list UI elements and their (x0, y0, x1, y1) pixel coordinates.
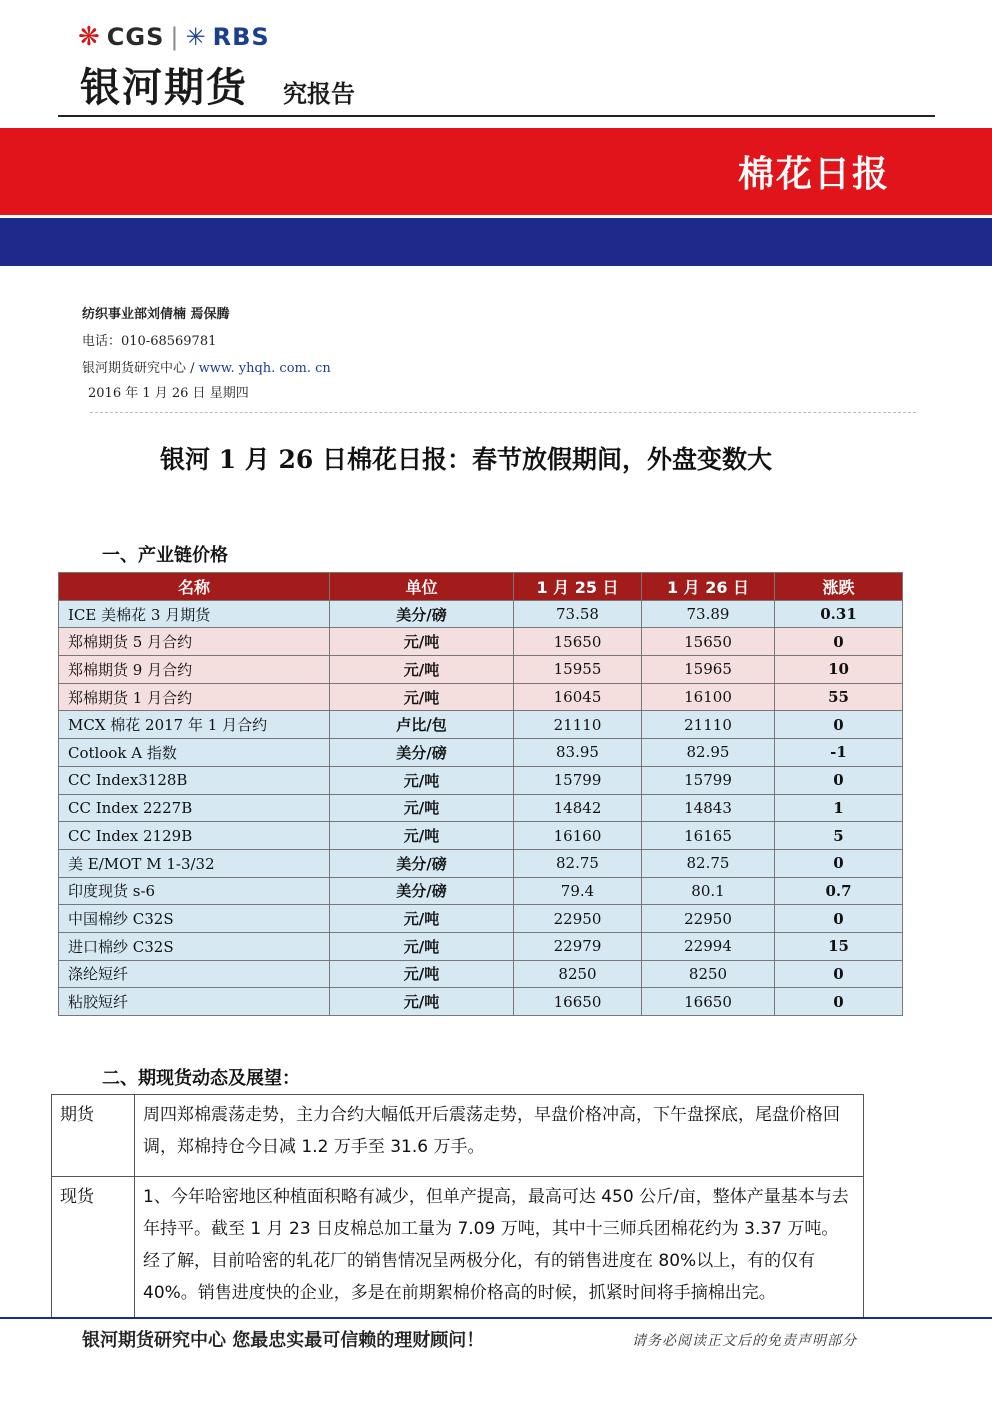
cell-name: 进口棉纱 C32S (59, 932, 330, 960)
cell-unit: 元/吨 (330, 683, 514, 711)
title-band (0, 128, 992, 215)
cell-name: CC Index 2227B (59, 794, 330, 822)
cell-change: 10 (775, 656, 903, 684)
cell-jan26: 80.1 (642, 877, 775, 905)
cell-change: 0.7 (775, 877, 903, 905)
table-header-row (59, 573, 903, 601)
cell-change: 0 (775, 766, 903, 794)
cell-unit: 元/吨 (330, 960, 514, 988)
cell-change: 0 (775, 988, 903, 1016)
outlook-table (51, 1094, 864, 1318)
cell-jan26: 15650 (642, 628, 775, 656)
table-row (59, 766, 903, 794)
cell-name: ICE 美棉花 3 月期货 (59, 600, 330, 628)
cell-name: 美 E/MOT M 1-3/32 (59, 849, 330, 877)
cell-unit: 元/吨 (330, 988, 514, 1016)
table-row (59, 739, 903, 767)
cell-jan25: 16650 (514, 988, 642, 1016)
report-date: 2016 年 1 月 26 日 星期四 (88, 386, 249, 401)
cell-unit: 元/吨 (330, 628, 514, 656)
cell-jan25: 8250 (514, 960, 642, 988)
table-row (59, 711, 903, 739)
cell-jan25: 83.95 (514, 739, 642, 767)
cell-jan25: 15955 (514, 656, 642, 684)
logo-rbs-text: RBS (212, 23, 270, 51)
outlook-label: 期货 (52, 1095, 135, 1177)
header-rule (58, 115, 935, 117)
cgs-rbs-logo (78, 22, 270, 52)
cell-jan26: 16650 (642, 988, 775, 1016)
dashed-divider (90, 412, 916, 413)
logo-cgs-text: CGS (106, 23, 165, 51)
cell-unit: 元/吨 (330, 766, 514, 794)
cell-jan25: 22979 (514, 932, 642, 960)
cell-change: 15 (775, 932, 903, 960)
cell-unit: 卢比/包 (330, 711, 514, 739)
section-heading-prices: 一、产业链价格 (102, 545, 228, 566)
cell-jan26: 82.75 (642, 849, 775, 877)
cell-jan25: 14842 (514, 794, 642, 822)
table-row (59, 877, 903, 905)
col-header-jan26: 1 月 26 日 (642, 573, 775, 601)
cell-change: 0 (775, 905, 903, 933)
cell-change: 5 (775, 822, 903, 850)
cgs-swirl-icon: ❋ (78, 22, 101, 52)
cell-name: 涤纶短纤 (59, 960, 330, 988)
cell-name: MCX 棉花 2017 年 1 月合约 (59, 711, 330, 739)
section-heading-outlook: 二、期现货动态及展望： (102, 1068, 300, 1089)
outlook-row-spot (52, 1177, 864, 1318)
outlook-text: 1、今年哈密地区种植面积略有减少，但单产提高，最高可达 450 公斤/亩，整体产量基本与去年持平。截至 1 月 23 日皮棉总加工量为 7.09 万吨，其中十三师兵团棉花约为 3.37 万吨。经了解，目前哈密的轧花厂的销售情况呈两极分化，有的销售进度在 80%以上，有的仅有 40%。销售进度快的企业，多是在前期絮棉价格高的时候，抓紧时间将手摘棉出完。 (135, 1177, 864, 1318)
cell-jan26: 16165 (642, 822, 775, 850)
cell-jan26: 21110 (642, 711, 775, 739)
cell-jan26: 15799 (642, 766, 775, 794)
cell-name: 郑棉期货 5 月合约 (59, 628, 330, 656)
outlook-text: 周四郑棉震荡走势，主力合约大幅低开后震荡走势，早盘价格冲高，下午盘探底，尾盘价格回调，郑棉持仓今日减 1.2 万手至 31.6 万手。 (135, 1095, 864, 1177)
cell-jan26: 22950 (642, 905, 775, 933)
table-row (59, 849, 903, 877)
research-site (82, 357, 331, 376)
phone: 电话：010-68569781 (82, 334, 217, 349)
navy-band (0, 218, 992, 266)
band-title: 棉花日报 (737, 154, 890, 195)
cell-unit: 元/吨 (330, 822, 514, 850)
footer-rule (0, 1317, 992, 1319)
cell-unit: 元/吨 (330, 932, 514, 960)
cell-change: 0 (775, 960, 903, 988)
cell-change: 0 (775, 628, 903, 656)
cell-jan26: 15965 (642, 656, 775, 684)
price-table (58, 572, 903, 1016)
cell-name: CC Index 2129B (59, 822, 330, 850)
cell-name: CC Index3128B (59, 766, 330, 794)
cell-jan26: 82.95 (642, 739, 775, 767)
table-row (59, 905, 903, 933)
table-row (59, 656, 903, 684)
cell-unit: 美分/磅 (330, 877, 514, 905)
footer-disclaimer: 请务必阅读正文后的免责声明部分 (632, 1333, 857, 1349)
cell-change: 55 (775, 683, 903, 711)
cell-unit: 美分/磅 (330, 739, 514, 767)
outlook-row-futures (52, 1095, 864, 1177)
outlook-label: 现货 (52, 1177, 135, 1318)
cell-jan25: 21110 (514, 711, 642, 739)
table-row (59, 988, 903, 1016)
col-header-jan25: 1 月 25 日 (514, 573, 642, 601)
site-url[interactable]: www. yhqh. com. cn (198, 361, 331, 376)
cell-unit: 美分/磅 (330, 849, 514, 877)
cell-jan26: 14843 (642, 794, 775, 822)
table-row (59, 822, 903, 850)
rbs-icon: ✳ (185, 23, 207, 51)
cell-name: 粘胶短纤 (59, 988, 330, 1016)
cell-jan26: 73.89 (642, 600, 775, 628)
footer-slogan: 银河期货研究中心 您最忠实最可信赖的理财顾问！ (82, 1330, 485, 1351)
table-row (59, 683, 903, 711)
cell-name: 印度现货 s-6 (59, 877, 330, 905)
cell-unit: 元/吨 (330, 656, 514, 684)
cell-jan25: 22950 (514, 905, 642, 933)
cell-name: 中国棉纱 C32S (59, 905, 330, 933)
table-row (59, 794, 903, 822)
cell-change: 0.31 (775, 600, 903, 628)
author-names: 纺织事业部刘倩楠 焉保腾 (82, 307, 230, 322)
cell-jan25: 79.4 (514, 877, 642, 905)
cell-jan25: 73.58 (514, 600, 642, 628)
cell-name: 郑棉期货 9 月合约 (59, 656, 330, 684)
cell-jan25: 16160 (514, 822, 642, 850)
cell-change: 0 (775, 849, 903, 877)
cell-jan25: 16045 (514, 683, 642, 711)
col-header-change: 涨跌 (775, 573, 903, 601)
cell-change: -1 (775, 739, 903, 767)
table-row (59, 960, 903, 988)
cell-change: 1 (775, 794, 903, 822)
report-type: 究报告 (283, 80, 355, 108)
site-label: 银河期货研究中心 / (82, 361, 195, 376)
cell-jan25: 15799 (514, 766, 642, 794)
col-header-name: 名称 (59, 573, 330, 601)
table-row (59, 600, 903, 628)
report-title: 银河 1 月 26 日棉花日报：春节放假期间，外盘变数大 (159, 445, 772, 474)
cell-jan26: 16100 (642, 683, 775, 711)
col-header-unit: 单位 (330, 573, 514, 601)
cell-jan25: 82.75 (514, 849, 642, 877)
cell-unit: 美分/磅 (330, 600, 514, 628)
brand-name: 银河期货 (80, 65, 248, 111)
logo-separator: | (170, 23, 180, 51)
cell-name: Cotlook A 指数 (59, 739, 330, 767)
cell-name: 郑棉期货 1 月合约 (59, 683, 330, 711)
cell-unit: 元/吨 (330, 905, 514, 933)
table-row (59, 628, 903, 656)
cell-jan26: 22994 (642, 932, 775, 960)
cell-change: 0 (775, 711, 903, 739)
cell-jan26: 8250 (642, 960, 775, 988)
cell-jan25: 15650 (514, 628, 642, 656)
cell-unit: 元/吨 (330, 794, 514, 822)
table-row (59, 932, 903, 960)
